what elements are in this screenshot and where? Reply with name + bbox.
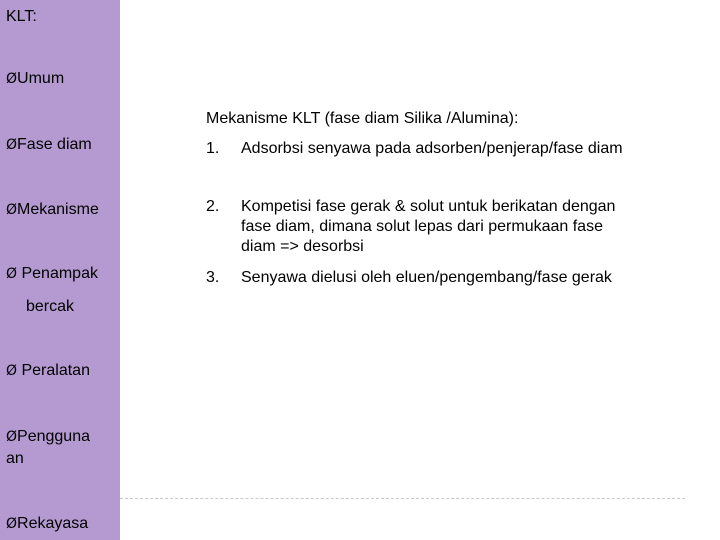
- item-text: Kompetisi fase gerak & solut untuk berikatan dengan fase diam, dimana solut lepas dari permukaan fase diam => desorbsi: [241, 198, 616, 255]
- sidebar-title: KLT:: [6, 8, 37, 25]
- item-number: 3.: [206, 269, 220, 286]
- item-number: 2.: [206, 198, 220, 215]
- divider-line: [120, 498, 685, 499]
- sidebar-item-mekanisme: [6, 200, 99, 220]
- arrow-bullet-icon: Ø: [6, 202, 18, 218]
- sidebar-item-label: Mekanisme: [17, 201, 99, 218]
- sidebar-item-label: Penampak: [17, 265, 98, 282]
- sidebar-item-fase-diam: [6, 135, 92, 155]
- sidebar-item-label: Fase diam: [17, 136, 92, 153]
- sidebar-item-penampak: [6, 264, 98, 284]
- arrow-bullet-icon: Ø: [6, 429, 18, 445]
- item-text: Adsorbsi senyawa pada adsorben/penjerap/fase diam: [241, 140, 623, 157]
- sidebar-item-umum: [6, 69, 64, 89]
- sidebar-item-label: Peralatan: [17, 362, 90, 379]
- sidebar-item-label: Pengguna: [17, 428, 90, 445]
- content-heading: Mekanisme KLT (fase diam Silika /Alumina):: [206, 110, 519, 127]
- sidebar-item-label: Umum: [17, 70, 65, 87]
- arrow-bullet-icon: Ø: [6, 516, 18, 532]
- arrow-bullet-icon: Ø: [6, 363, 18, 379]
- arrow-bullet-icon: Ø: [6, 266, 18, 282]
- sidebar-item-penggunaan-cont: an: [6, 450, 24, 467]
- sidebar-item-bercak: bercak: [26, 298, 75, 315]
- item-number: 1.: [206, 140, 220, 157]
- item-text: Senyawa dielusi oleh eluen/pengembang/fase gerak: [241, 269, 612, 286]
- arrow-bullet-icon: Ø: [6, 137, 18, 153]
- sidebar-item-peralatan: [6, 361, 90, 381]
- sidebar-item-rekayasa: [6, 514, 88, 534]
- arrow-bullet-icon: Ø: [6, 71, 18, 87]
- sidebar-item-penggunaan: [6, 427, 90, 447]
- sidebar-item-label: Rekayasa: [17, 515, 89, 532]
